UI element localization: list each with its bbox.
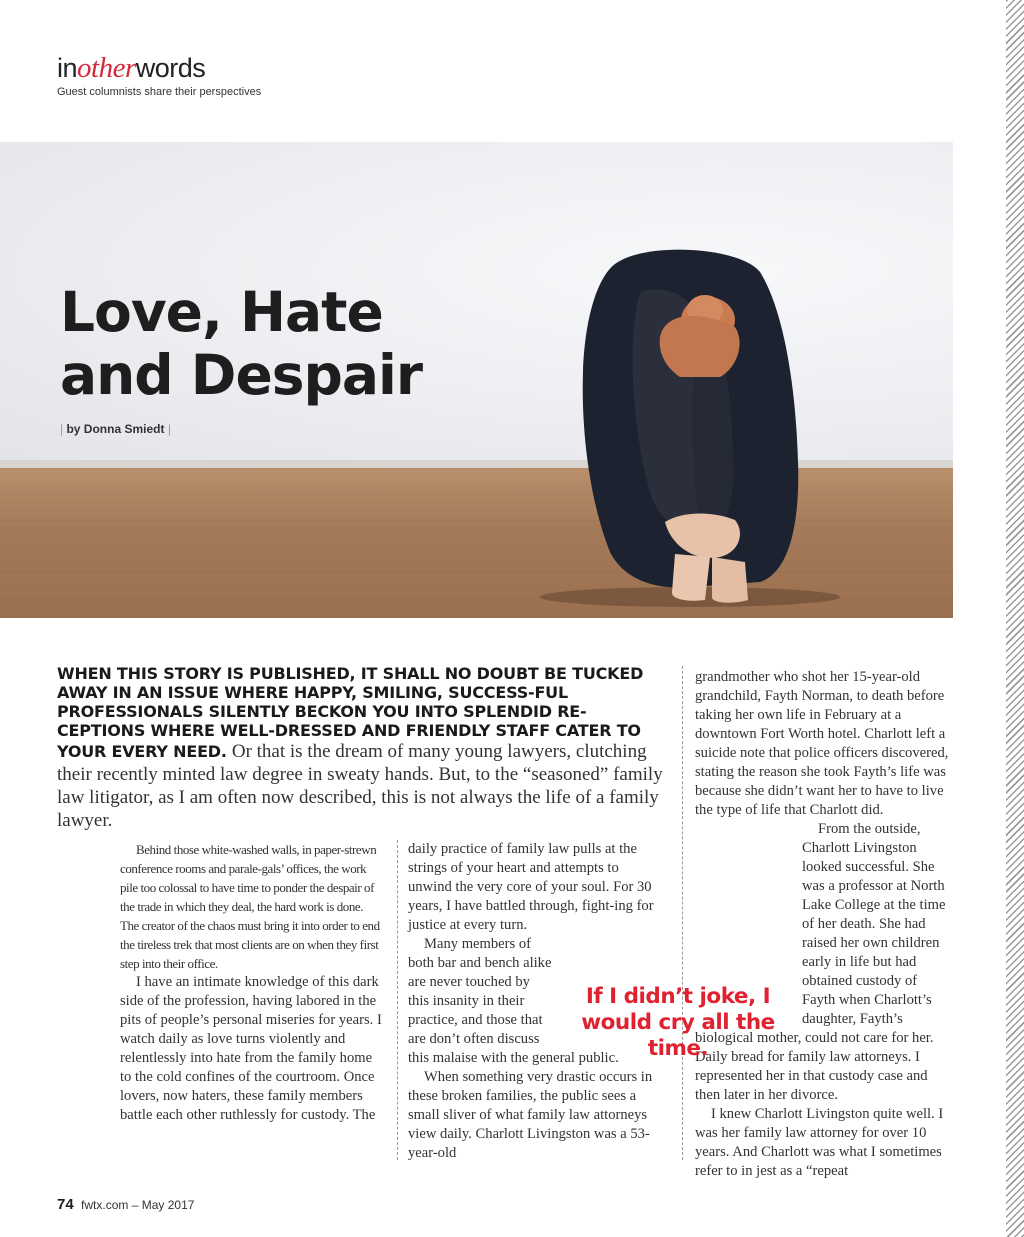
- section-subtitle: Guest columnists share their perspectives: [57, 86, 262, 98]
- pull-quote: If I didn’t joke, I would cry all the time.: [581, 984, 775, 1061]
- page-number: 74: [57, 1196, 74, 1213]
- deck-lead-caps: WHEN THIS STORY IS PUBLISHED, IT SHALL NO DOUBT BE TUCKED AWAY IN AN ISSUE WHERE HAPPY, SMILING, SUCCESS-FUL PROFESSIONALS SILENTLY BECKON YOU INTO SPLENDID RE-CEPTIONS WHERE WELL-DRESSED AND FRIENDLY STAFF CATER TO YOUR EVERY NEED.: [57, 664, 644, 761]
- headline-line-2: and Despair: [60, 343, 422, 407]
- section-title: [57, 52, 261, 84]
- headline-line-1: Love, Hate: [60, 280, 383, 344]
- page-footer: [57, 1196, 194, 1213]
- article-headline: [60, 281, 422, 407]
- paragraph: I knew Charlott Livingston quite well. I was her family law attorney for over 10 years. And Charlott was what I sometimes refer to in jest as a “repeat: [695, 1106, 944, 1179]
- byline-bar-left: |: [60, 422, 64, 436]
- paragraph: daily practice of family law pulls at the strings of your heart and attempts to unwind the very core of your soul. For 30 years, I have battled through, fight-ing for justice at every turn.: [408, 841, 654, 933]
- article-column-1: [120, 840, 382, 1125]
- page-edge-hatching: [1006, 0, 1024, 1237]
- column-divider-1: [397, 840, 398, 1160]
- paragraph: From the outside, Charlott Livingston looked successful. She was a professor at North Lake College at the time of her death. She had raised her own children early in life but had obtained custody of Fayth when Charlott’s daughter, Fayth’s biological mother, could not care for her. Daily bread for family law attorneys. I represented her in that custody case and then later in her divorce.: [695, 821, 946, 1103]
- section-title-suffix: words: [135, 53, 206, 83]
- paragraph: When something very drastic occurs in these broken families, the public sees a small sliver of what family law attorneys view daily. Charlott Livingston was a 53-year-old: [408, 1069, 653, 1161]
- article-deck: [57, 664, 667, 832]
- footer-text: fwtx.com – May 2017: [81, 1198, 195, 1212]
- paragraph: grandmother who shot her 15-year-old grandchild, Fayth Norman, to death before taking her own life in February at a downtown Fort Worth hotel. Charlott left a suicide note that police officers discovered, stating the reason she took Fayth’s life was because she didn’t want her to have to live the type of life that Charlott did.: [695, 669, 949, 818]
- byline-bar-right: |: [167, 422, 171, 436]
- paragraph: Behind those white-washed walls, in paper-strewn conference rooms and parale-gals’ offices, the work pile too colossal to have time to ponder the despair of the trade in which they deal, the hard work is done. The creator of the chaos must bring it into order to end the tireless trek that most clients are on when they first step into their office.: [120, 842, 380, 971]
- byline: [60, 422, 171, 436]
- section-header: [57, 52, 261, 98]
- deck-lead-text: Or that is the dream of many young lawyers, clutching their recently minted law degree in sweaty hands. But, to the “seasoned” family law litigator, as I am often now described, this is not always the life of a family lawyer.: [57, 741, 663, 831]
- section-title-prefix: in: [57, 53, 78, 83]
- article-column-3: [695, 668, 952, 1181]
- column-divider-2: [682, 666, 683, 1160]
- byline-author: by Donna Smiedt: [66, 422, 165, 436]
- section-title-accent: other: [77, 52, 136, 84]
- paragraph: I have an intimate knowledge of this dark side of the profession, having labored in the pits of people’s personal miseries for years. I watch daily as love turns violently and relentlessly into hate from the family home to the cold confines of the courtroom. Once lovers, now haters, these family members battle each other ruthlessly for custody. The: [120, 974, 382, 1123]
- paragraph: Many members of both bar and bench alike are never touched by this insanity in their practice, and those that are don’t often discuss this malaise with the general public.: [408, 936, 619, 1066]
